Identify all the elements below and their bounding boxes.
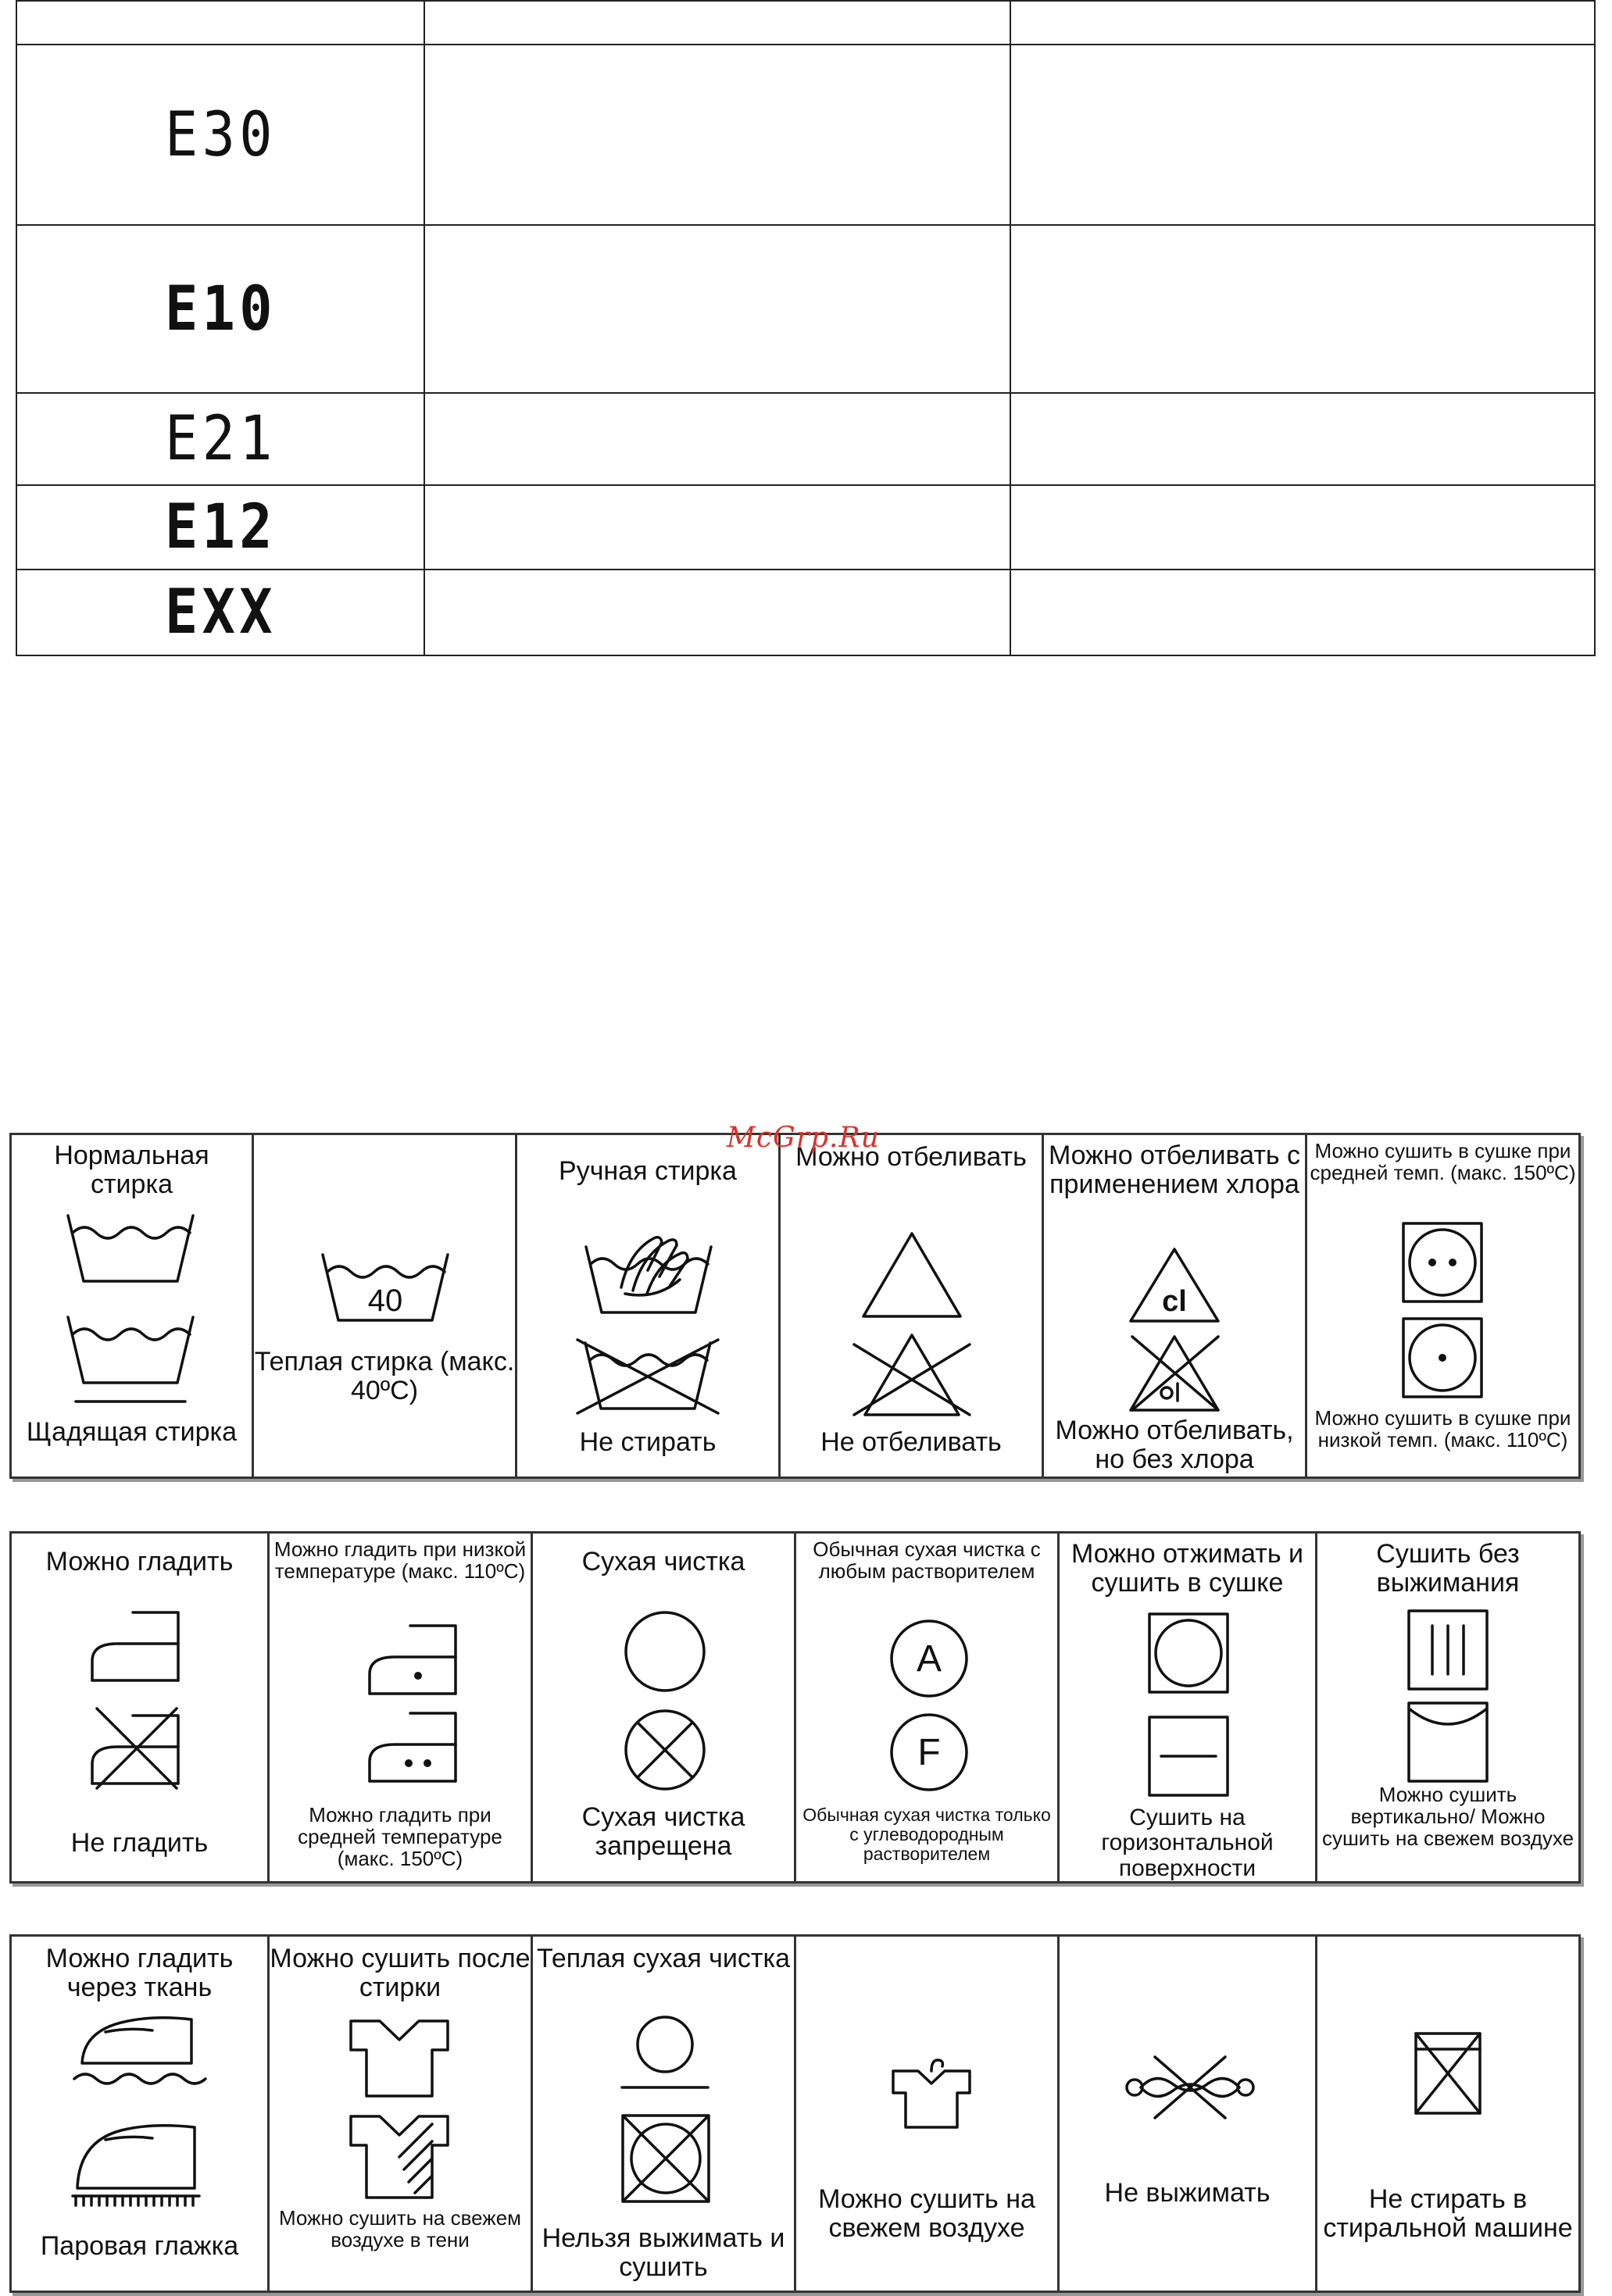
care-label: Обычная сухая чистка с любым растворителем bbox=[813, 1537, 1041, 1584]
care-cell-spin-dry bbox=[1060, 1534, 1317, 1881]
chlorine-text: cl bbox=[1162, 1285, 1187, 1318]
care-label: Можно отбеливать с применением хлора bbox=[1048, 1141, 1301, 1199]
iron-medium-temp-icon bbox=[363, 1707, 465, 1785]
header-cell bbox=[16, 1, 424, 45]
tumble-dry-low-icon bbox=[1401, 1316, 1484, 1399]
do-not-wring-dry-icon bbox=[620, 2113, 711, 2204]
solvent-letter: F bbox=[917, 1732, 941, 1773]
table-row bbox=[16, 570, 1595, 655]
wash-40-icon bbox=[315, 1248, 456, 1327]
care-label: Сухая чистка bbox=[581, 1547, 745, 1576]
shade-dry-icon bbox=[345, 2110, 454, 2204]
error-code: E30 bbox=[164, 99, 277, 170]
header-cell bbox=[1010, 1, 1595, 45]
care-label: Можно гладить при низкой температуре (макс. 110ºС) bbox=[273, 1537, 527, 1584]
non-chlorine-bleach-icon bbox=[1126, 1330, 1224, 1416]
table-cell bbox=[1010, 485, 1595, 570]
spin-and-tumble-dry-icon bbox=[1147, 1612, 1230, 1694]
do-not-dry-clean-icon bbox=[622, 1707, 708, 1793]
solvent-letter: A bbox=[916, 1638, 942, 1680]
error-code: E12 bbox=[164, 492, 277, 562]
watermark: McGrp.Ru bbox=[727, 1122, 880, 1154]
bleach-triangle-icon bbox=[857, 1229, 967, 1323]
care-cell-hand-wash bbox=[517, 1135, 781, 1477]
table-cell bbox=[1010, 393, 1595, 485]
care-label: Не выжимать bbox=[1104, 2178, 1271, 2208]
care-label: Не гладить bbox=[70, 1828, 209, 1858]
care-label: Можно сушить в сушке при средней темп. (макс. 150ºС) bbox=[1310, 1139, 1576, 1185]
care-cell-air-dry bbox=[796, 1937, 1060, 2291]
care-label: Можно сушить вертикально/ Можно сушить на свежем воздухе bbox=[1321, 1783, 1574, 1851]
care-label: Паровая глажка bbox=[40, 2231, 239, 2261]
table-row bbox=[16, 485, 1595, 570]
care-label: Не стирать bbox=[579, 1427, 717, 1457]
care-cell-dry-clean bbox=[533, 1534, 796, 1881]
care-symbols-row-1 bbox=[9, 1133, 1581, 1479]
warm-dry-clean-icon bbox=[614, 2013, 716, 2099]
care-label: Нельзя выжимать и сушить bbox=[542, 2223, 785, 2282]
line-dry-icon bbox=[1406, 1701, 1489, 1784]
care-label: Щадящая стирка bbox=[26, 1417, 238, 1447]
care-cell-ironing bbox=[12, 1534, 270, 1881]
table-row bbox=[16, 393, 1595, 485]
care-label: Сухая чистка запрещена bbox=[581, 1802, 745, 1861]
tumble-dry-medium-icon bbox=[1401, 1221, 1484, 1304]
no-machine-wash-icon bbox=[1413, 2030, 1483, 2116]
error-code: E10 bbox=[164, 273, 277, 345]
table-cell bbox=[424, 225, 1010, 393]
care-cell-solvent-clean bbox=[796, 1534, 1060, 1881]
care-cell-bleach bbox=[781, 1135, 1044, 1477]
care-cell-drip-dry bbox=[1317, 1534, 1578, 1881]
table-row bbox=[16, 225, 1595, 393]
error-code: EXX bbox=[164, 577, 277, 648]
table-cell bbox=[1010, 570, 1595, 655]
table-header-row bbox=[16, 1, 1595, 45]
care-symbols-row-2 bbox=[9, 1531, 1581, 1884]
table-row bbox=[16, 45, 1595, 225]
iron-through-cloth-icon bbox=[66, 2009, 207, 2094]
care-cell-chlorine-bleach bbox=[1044, 1135, 1307, 1477]
do-not-wash-icon bbox=[574, 1337, 722, 1415]
care-label: Можно сушить на свежем воздухе в тени bbox=[278, 2206, 522, 2252]
care-label: Можно гладить через ткань bbox=[45, 1944, 234, 2002]
care-label: Можно сушить после стирки bbox=[270, 1944, 531, 2002]
care-label: Можно сушить на свежем воздухе bbox=[818, 2184, 1035, 2243]
iron-icon bbox=[86, 1606, 188, 1684]
table-cell bbox=[1010, 45, 1595, 225]
steam-iron-icon bbox=[66, 2118, 207, 2212]
care-label: Нормальная стирка bbox=[54, 1141, 209, 1199]
do-not-wring-icon bbox=[1124, 2052, 1256, 2123]
table-cell bbox=[1010, 225, 1595, 393]
care-cell-normal-wash bbox=[12, 1135, 254, 1477]
hanger-dry-icon bbox=[888, 2054, 974, 2132]
gentle-wash-icon bbox=[60, 1311, 201, 1409]
care-cell-tumble-dry bbox=[1307, 1135, 1578, 1477]
table-cell bbox=[424, 393, 1010, 485]
dry-clean-hydrocarbon-icon bbox=[888, 1712, 970, 1793]
do-not-bleach-icon bbox=[849, 1330, 974, 1420]
care-cell-no-wring bbox=[1060, 1937, 1317, 2291]
hand-wash-icon bbox=[578, 1233, 719, 1319]
care-label: Можно отбеливать bbox=[795, 1142, 1027, 1172]
care-label: Сушить без выжимания bbox=[1376, 1539, 1520, 1598]
care-cell-warm-dry-clean bbox=[533, 1937, 796, 2291]
error-code-table bbox=[16, 0, 1596, 656]
care-label: Можно гладить bbox=[45, 1547, 234, 1576]
table-cell bbox=[424, 570, 1010, 655]
chlorine-bleach-icon bbox=[1126, 1244, 1224, 1327]
care-cell-iron-cloth bbox=[12, 1937, 270, 2291]
care-label: Можно отбеливать, но без хлора bbox=[1055, 1416, 1294, 1474]
care-cell-no-machine-wash bbox=[1317, 1937, 1578, 2291]
header-cell bbox=[424, 1, 1010, 45]
drip-dry-icon bbox=[1406, 1609, 1489, 1691]
care-label: Сушить на горизонтальной поверхности bbox=[1101, 1805, 1274, 1881]
care-label: Можно гладить при средней температуре (макс. 150ºС) bbox=[298, 1803, 502, 1871]
dry-clean-any-solvent-icon bbox=[888, 1618, 970, 1699]
shirt-dry-icon bbox=[345, 2015, 454, 2101]
care-label: Не стирать в стиральной машине bbox=[1323, 2184, 1573, 2243]
care-label: Обычная сухая чистка только с углеводородным растворителем bbox=[802, 1805, 1051, 1864]
care-cell-warm-wash bbox=[254, 1135, 517, 1477]
care-label: Теплая сухая чистка bbox=[537, 1944, 790, 1973]
iron-low-temp-icon bbox=[363, 1619, 465, 1698]
table-cell bbox=[424, 485, 1010, 570]
care-label: Можно отжимать и сушить в сушке bbox=[1071, 1539, 1303, 1598]
care-symbols-row-3 bbox=[9, 1934, 1581, 2293]
dry-clean-icon bbox=[622, 1609, 708, 1694]
care-label: Теплая стирка (макс. 40ºС) bbox=[254, 1347, 515, 1405]
care-label: Ручная стирка bbox=[559, 1156, 737, 1186]
care-cell-iron-temp bbox=[270, 1534, 533, 1881]
dry-flat-icon bbox=[1147, 1715, 1230, 1798]
tub-number: 40 bbox=[367, 1284, 403, 1318]
table-cell bbox=[424, 45, 1010, 225]
care-label: Не отбеливать bbox=[820, 1427, 1002, 1457]
wash-tub-icon bbox=[60, 1209, 201, 1287]
error-code: E21 bbox=[164, 404, 277, 474]
do-not-iron-icon bbox=[86, 1705, 188, 1791]
care-label: Можно сушить в сушке при низкой темп. (макс. 110ºС) bbox=[1314, 1406, 1571, 1452]
care-cell-dry-after-wash bbox=[270, 1937, 533, 2291]
